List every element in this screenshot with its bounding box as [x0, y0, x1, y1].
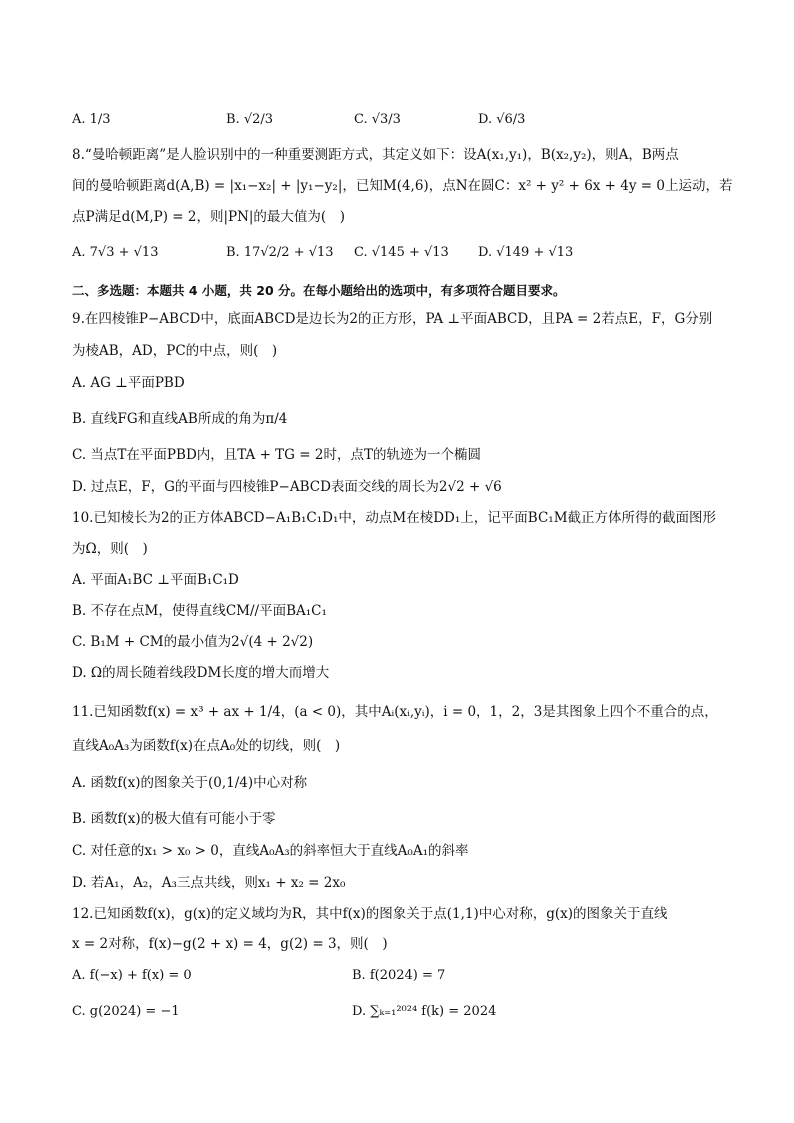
q12-option-c: C. g(2024) = −1	[72, 1004, 180, 1019]
q8-option-b: B. 17√2/2 + √13	[226, 245, 334, 260]
q10-stem-line-1: 10.已知棱长为2的正方体ABCD−A₁B₁C₁D₁中，动点M在棱DD₁上，记平面BC₁M截正方体所得的截面图形	[72, 510, 717, 526]
q11-stem-line-1: 11.已知函数f(x) = x³ + ax + 1/4，(a < 0)，其中Aᵢ(xᵢ,yᵢ)，i = 0，1，2，3是其图象上四个不重合的点，	[72, 704, 718, 720]
q9-stem-line-2: 为棱AB，AD，PC的中点，则( )	[72, 343, 278, 359]
q10-option-d: D. Ω的周长随着线段DM长度的增大而增大	[72, 665, 330, 681]
q9-stem-line-1: 9.在四棱锥P−ABCD中，底面ABCD是边长为2的正方形，PA ⊥平面ABCD，且PA = 2若点E，F，G分别	[72, 311, 713, 327]
q10-option-a: A. 平面A₁BC ⊥平面B₁C₁D	[72, 572, 239, 588]
q8-stem-line-2: 间的曼哈顿距离d(A,B) = |x₁−x₂| + |y₁−y₂|，已知M(4,6)，点N在圆C：x² + y² + 6x + 4y = 0上运动，若	[72, 178, 733, 194]
q8-option-c: C. √145 + √13	[354, 245, 449, 260]
q11-option-d: D. 若A₁，A₂，A₃三点共线，则x₁ + x₂ = 2x₀	[72, 875, 346, 891]
q9-option-c: C. 当点T在平面PBD内，且TA + TG = 2时，点T的轨迹为一个椭圆	[72, 447, 481, 463]
q7-option-c: C. √3/3	[354, 112, 401, 127]
q12-stem-line-1: 12.已知函数f(x)，g(x)的定义域均为R，其中f(x)的图象关于点(1,1)中心对称，g(x)的图象关于直线	[72, 906, 668, 922]
q11-option-b: B. 函数f(x)的极大值有可能小于零	[72, 811, 276, 827]
q9-option-d: D. 过点E，F，G的平面与四棱锥P−ABCD表面交线的周长为2√2 + √6	[72, 479, 502, 495]
q11-option-c: C. 对任意的x₁ > x₀ > 0，直线A₀A₃的斜率恒大于直线A₀A₁的斜率	[72, 843, 469, 859]
q8-stem-line-1: 8.“曼哈顿距离”是人脸识别中的一种重要测距方式，其定义如下：设A(x₁,y₁)，B(x₂,y₂)，则A，B两点	[72, 147, 679, 163]
q10-option-b: B. 不存在点M，使得直线CM//平面BA₁C₁	[72, 603, 327, 619]
q7-option-b: B. √2/3	[226, 112, 274, 127]
section-2-header: 二、多选题：本题共 4 小题，共 20 分。在每小题给出的选项中，有多项符合题目要求。	[72, 283, 566, 298]
q12-options-row-2	[72, 1002, 722, 1024]
q12-option-a: A. f(−x) + f(x) = 0	[72, 968, 192, 983]
q11-option-a: A. 函数f(x)的图象关于(0,1/4)中心对称	[72, 775, 308, 791]
q11-stem-line-2: 直线A₀A₃为函数f(x)在点A₀处的切线，则( )	[72, 738, 341, 754]
q8-options	[72, 243, 722, 265]
q12-option-d: D. ∑ₖ₌₁²⁰²⁴ f(k) = 2024	[352, 1004, 497, 1019]
q12-stem-line-2: x = 2对称，f(x)−g(2 + x) = 4，g(2) = 3，则( )	[72, 936, 388, 952]
q8-option-a: A. 7√3 + √13	[72, 245, 159, 260]
q7-option-d: D. √6/3	[478, 112, 526, 127]
q9-option-a: A. AG ⊥平面PBD	[72, 375, 185, 391]
q12-option-b: B. f(2024) = 7	[352, 968, 446, 983]
q12-options-row-1	[72, 966, 722, 988]
q10-stem-line-2: 为Ω，则( )	[72, 541, 148, 557]
q8-stem-line-3: 点P满足d(M,P) = 2，则|PN|的最大值为( )	[72, 209, 345, 225]
q7-option-a: A. 1/3	[72, 112, 111, 127]
q8-option-d: D. √149 + √13	[478, 245, 574, 260]
q10-option-c: C. B₁M + CM的最小值为2√(4 + 2√2)	[72, 634, 314, 650]
q9-option-b: B. 直线FG和直线AB所成的角为π/4	[72, 411, 288, 427]
q7-options	[72, 110, 722, 132]
